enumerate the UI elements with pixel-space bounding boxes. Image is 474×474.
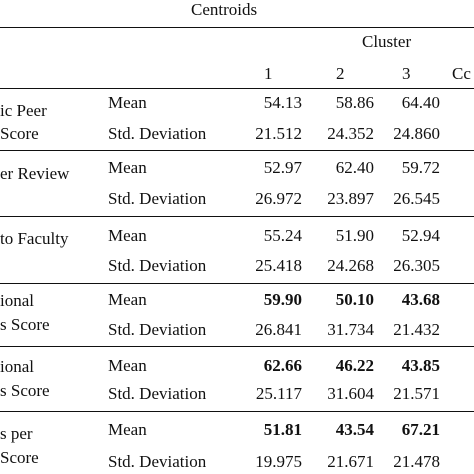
mean-value: 62.66: [263, 356, 302, 375]
mean-label: Mean: [108, 356, 147, 375]
std-value: 19.975: [255, 452, 302, 471]
mean-label: Mean: [108, 290, 147, 309]
mean-value: 46.22: [335, 356, 374, 375]
mean-value: 51.81: [263, 420, 302, 439]
row-label-line: ional: [0, 357, 34, 376]
extra-column-header: Cc: [452, 64, 471, 83]
cluster-header: Cluster: [362, 32, 412, 51]
mean-value: 43.68: [401, 290, 440, 309]
mean-value: 59.72: [401, 158, 440, 177]
mean-value: 55.24: [263, 226, 302, 245]
mean-value: 43.54: [335, 420, 374, 439]
row-divider: [0, 216, 474, 217]
mean-label: Mean: [108, 93, 147, 112]
mean-value: 51.90: [335, 226, 374, 245]
row-label-line: er Review: [0, 164, 70, 183]
mean-value: 67.21: [401, 420, 440, 439]
std-value: 24.268: [327, 256, 374, 275]
cluster-1-header: 1: [264, 64, 273, 83]
std-label: Std. Deviation: [108, 452, 207, 471]
std-value: 25.418: [255, 256, 302, 275]
mean-label: Mean: [108, 226, 147, 245]
mean-value: 59.90: [263, 290, 302, 309]
std-value: 25.117: [255, 384, 302, 403]
std-value: 24.352: [327, 124, 374, 143]
std-value: 21.478: [393, 452, 440, 471]
mean-value: 64.40: [401, 93, 440, 112]
std-value: 21.671: [327, 452, 374, 471]
std-value: 26.305: [393, 256, 440, 275]
mean-value: 58.86: [335, 93, 374, 112]
header-divider: [0, 88, 474, 89]
row-divider: [0, 283, 474, 284]
row-divider: [0, 411, 474, 412]
row-label-line: ional: [0, 291, 34, 310]
mean-value: 43.85: [401, 356, 440, 375]
mean-value: 52.97: [263, 158, 302, 177]
std-value: 21.571: [393, 384, 440, 403]
std-value: 26.545: [393, 189, 440, 208]
row-label-line: ic Peer: [0, 101, 47, 120]
std-label: Std. Deviation: [108, 189, 207, 208]
mean-value: 52.94: [401, 226, 440, 245]
mean-value: 62.40: [335, 158, 374, 177]
row-label-line: s per: [0, 424, 33, 443]
mean-label: Mean: [108, 420, 147, 439]
row-divider: [0, 150, 474, 151]
row-label-line: s Score: [0, 381, 50, 400]
cluster-2-header: 2: [336, 64, 345, 83]
std-value: 26.972: [255, 189, 302, 208]
std-label: Std. Deviation: [108, 256, 207, 275]
row-label-line: Score: [0, 124, 39, 143]
mean-value: 50.10: [335, 290, 374, 309]
std-value: 26.841: [255, 320, 302, 339]
std-value: 23.897: [327, 189, 374, 208]
row-label-line: to Faculty: [0, 229, 69, 248]
std-label: Std. Deviation: [108, 320, 207, 339]
std-value: 31.734: [327, 320, 374, 339]
std-label: Std. Deviation: [108, 124, 207, 143]
std-value: 21.432: [393, 320, 440, 339]
mean-label: Mean: [108, 158, 147, 177]
cluster-3-header: 3: [402, 64, 411, 83]
table-title: Centroids: [191, 0, 258, 19]
std-label: Std. Deviation: [108, 384, 207, 403]
std-value: 31.604: [327, 384, 374, 403]
row-label-line: Score: [0, 448, 39, 467]
std-value: 21.512: [255, 124, 302, 143]
mean-value: 54.13: [263, 93, 302, 112]
std-value: 24.860: [393, 124, 440, 143]
title-divider: [0, 27, 474, 28]
row-divider: [0, 346, 474, 347]
row-label-line: s Score: [0, 315, 50, 334]
